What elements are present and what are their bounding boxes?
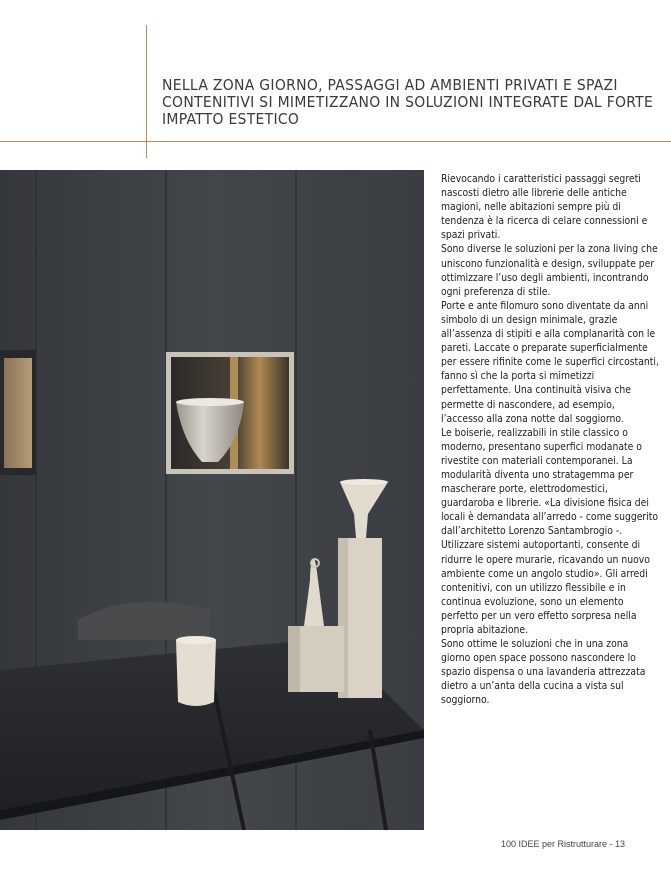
decorative-horizontal-rule <box>0 141 671 142</box>
article-headline: NELLA ZONA GIORNO, PASSAGGI AD AMBIENTI PRIVATI E SPAZI CONTENITIVI SI MIMETIZZANO IN SOLUZIONI INTEGRATE DAL FORTE IMPATTO ESTETICO <box>162 76 654 128</box>
page-footer: 100 IDEE per Ristrutturare - 13 <box>500 839 625 849</box>
decorative-vertical-rule <box>146 25 147 158</box>
paragraph: Rievocando i caratteristici passaggi segreti nascosti dietro alle librerie delle antiche magioni, nelle abitazioni sempre più di tendenza è la ricerca di celare connessioni e spazi privati. <box>441 173 648 242</box>
paragraph: Le boiserie, realizzabili in stile classico o moderno, presentano superfici modanate o rivestite con materiali contemporanei. La modularità diventa uno stratagemma per mascherare porte, elettrodomestici, guardaroba e librerie. «La divisione fisica dei locali è demandata all’arredo - come suggerito dall’architetto Lorenzo Santambrogio -. Utilizzare sistemi autoportanti, consente di ridurre le opere murarie, ricavando un nuovo ambiente come un angolo studio». Gli arredi contenitivi, con un utilizzo flessibile e in continua evoluzione, sono un elemento perfetto per un vero effetto sorpresa nella propria abitazione. <box>441 426 659 636</box>
paragraph: Sono ottime le soluzioni che in una zona giorno open space possono nascondere lo spazio dispensa o una lavanderia attrezzata dietro a un’anta della cucina a vista sul soggiorno. <box>441 638 646 707</box>
interior-photo <box>0 170 424 830</box>
paragraph: Sono diverse le soluzioni per la zona living che uniscono funzionalità e design, sviluppate per ottimizzare l’uso degli ambienti, incontrando ogni preferenza di stile. <box>441 243 658 298</box>
paragraph: Porte e ante filomuro sono diventate da anni simbolo di un design minimale, grazie all’assenza di stipiti e alla complanarità con le pareti. Laccate o preparate superficialmente per essere rifinite come le superfici circostanti, fanno sì che la porta si mimetizzi perfettamente. Una continuità visiva che permette di nascondere, ad esempio, l’accesso alla zona notte dal soggiorno. <box>441 299 659 425</box>
article-body <box>441 172 659 708</box>
